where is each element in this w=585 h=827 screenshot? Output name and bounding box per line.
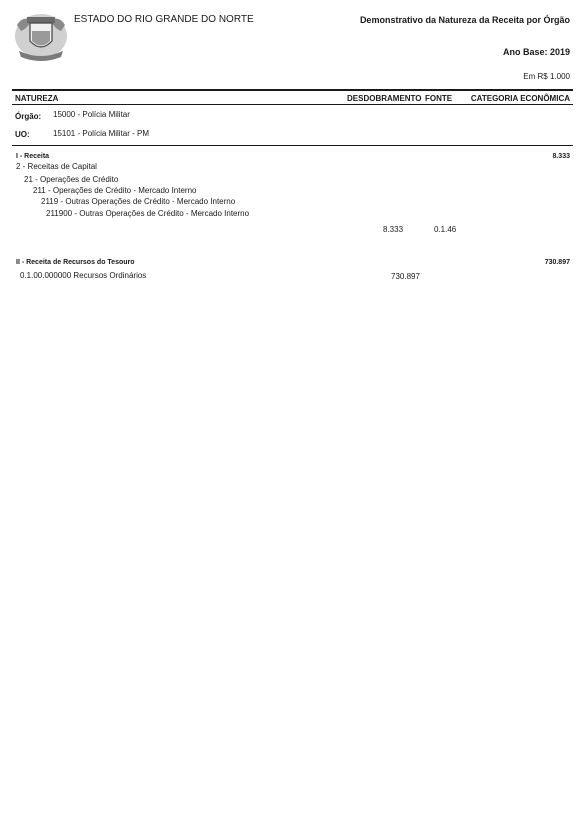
state-name: ESTADO DO RIO GRANDE DO NORTE — [74, 14, 254, 25]
orgao-value: 15000 - Polícia Militar — [53, 110, 130, 119]
coat-of-arms-icon — [13, 11, 69, 61]
section1-total: 8.333 — [552, 153, 570, 160]
section1-fonte: 0.1.46 — [434, 225, 457, 234]
section2-desdobramento: 730.897 — [391, 272, 420, 281]
col-desdobramento: DESDOBRAMENTO — [347, 94, 422, 103]
base-year: Ano Base: 2019 — [502, 47, 570, 57]
orgao-label: Órgão: — [15, 112, 42, 121]
header-rule — [12, 104, 573, 105]
revenue-row: 2119 - Outras Operações de Crédito - Mercado Interno — [41, 197, 236, 206]
section2-total: 730.897 — [544, 259, 570, 266]
currency-unit: Em R$ 1.000 — [523, 72, 570, 81]
revenue-row: 211 - Operações de Crédito - Mercado Interno — [33, 186, 197, 195]
section1-desdobramento: 8.333 — [383, 225, 404, 234]
revenue-row: 21 - Operações de Crédito — [24, 175, 119, 184]
uo-label: UO: — [15, 130, 30, 139]
top-rule — [12, 89, 573, 91]
section2-row: 0.1.00.000000 Recursos Ordinários — [20, 271, 147, 280]
report-title: Demonstrativo da Natureza da Receita por Órgão — [359, 15, 570, 25]
revenue-row: 211900 - Outras Operações de Crédito - Mercado Interno — [46, 209, 250, 218]
col-natureza: NATUREZA — [15, 94, 59, 103]
uo-value: 15101 - Polícia Militar - PM — [53, 129, 150, 138]
col-fonte: FONTE — [425, 94, 453, 103]
section2-title: II - Receita de Recursos do Tesouro — [16, 259, 135, 266]
col-categoria: CATEGORIA ECONÔMICA — [470, 94, 570, 103]
revenue-row: 2 - Receitas de Capital — [16, 162, 97, 171]
section1-title: I - Receita — [16, 153, 50, 160]
entity-rule — [12, 145, 573, 146]
